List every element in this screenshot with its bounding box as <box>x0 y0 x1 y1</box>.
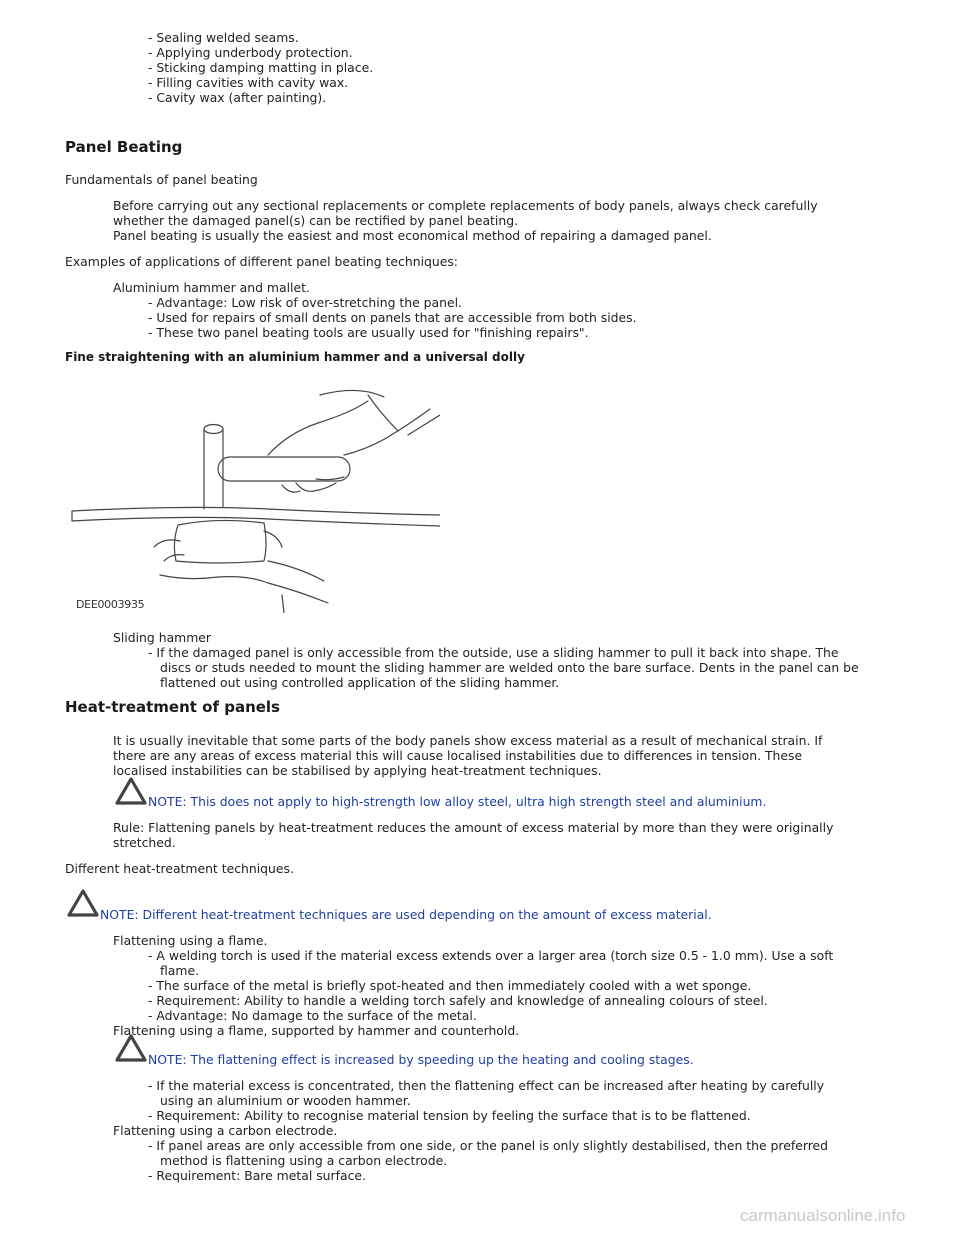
warning-triangle-icon <box>66 888 100 918</box>
list-item: - These two panel beating tools are usually used for "finishing repairs". <box>148 325 589 340</box>
warning-triangle-icon <box>114 1033 148 1063</box>
list-item-continuation: method is flattening using a carbon electrode. <box>160 1153 448 1168</box>
carbon-title: Flattening using a carbon electrode. <box>113 1123 338 1138</box>
list-item: - Requirement: Bare metal surface. <box>148 1168 366 1183</box>
paragraph-line: Before carrying out any sectional replacements or complete replacements of body panels, always check carefully <box>113 198 818 213</box>
flame-title: Flattening using a flame. <box>113 933 268 948</box>
hammer-title: Aluminium hammer and mallet. <box>113 280 310 295</box>
paragraph-line: localised instabilities can be stabilised by applying heat-treatment techniques. <box>113 763 602 778</box>
fundamentals-label: Fundamentals of panel beating <box>65 172 258 187</box>
examples-label: Examples of applications of different panel beating techniques: <box>65 254 458 269</box>
list-item: - If the damaged panel is only accessible from the outside, use a sliding hammer to pull it back into shape. The <box>148 645 839 660</box>
section-heading-heat-treatment: Heat-treatment of panels <box>65 698 280 716</box>
list-item: - Requirement: Ability to handle a welding torch safely and knowledge of annealing colours of steel. <box>148 993 768 1008</box>
watermark: carmanualsonline.info <box>740 1206 906 1225</box>
list-item: - Advantage: Low risk of over-stretching the panel. <box>148 295 462 310</box>
intro-item-2: - Applying underbody protection. <box>148 45 353 60</box>
note-text: NOTE: The flattening effect is increased by speeding up the heating and cooling stages. <box>148 1052 694 1067</box>
rule-line: Rule: Flattening panels by heat-treatment reduces the amount of excess material by more than they were originally <box>113 820 834 835</box>
list-item: - A welding torch is used if the material excess extends over a larger area (torch size 0.5 - 1.0 mm). Use a soft <box>148 948 834 963</box>
list-item: - Used for repairs of small dents on panels that are accessible from both sides. <box>148 310 637 325</box>
list-item-continuation: flattened out using controlled application of the sliding hammer. <box>160 675 560 690</box>
intro-item-5: - Cavity wax (after painting). <box>148 90 327 105</box>
figure-heading: Fine straightening with an aluminium hammer and a universal dolly <box>65 350 525 364</box>
list-item: - If panel areas are only accessible from one side, or the panel is only slightly destabilised, then the preferred <box>148 1138 829 1153</box>
list-item: - Requirement: Ability to recognise material tension by feeling the surface that is to be flattened. <box>148 1108 751 1123</box>
list-item-continuation: flame. <box>160 963 200 978</box>
list-item: - The surface of the metal is briefly spot-heated and then immediately cooled with a wet sponge. <box>148 978 752 993</box>
paragraph-line: there are any areas of excess material this will cause localised instabilities due to differences in tension. These <box>113 748 803 763</box>
intro-item-4: - Filling cavities with cavity wax. <box>148 75 349 90</box>
list-item-continuation: discs or studs needed to mount the sliding hammer are welded onto the bare surface. Dents in the panel can be <box>160 660 859 675</box>
note-text: NOTE: This does not apply to high-strength low alloy steel, ultra high strength steel and aluminium. <box>148 794 767 809</box>
rule-line: stretched. <box>113 835 176 850</box>
list-item: - If the material excess is concentrated, then the flattening effect can be increased after heating by carefully <box>148 1078 825 1093</box>
paragraph-line: It is usually inevitable that some parts of the body panels show excess material as a result of mechanical strain. If <box>113 733 823 748</box>
techniques-label: Different heat-treatment techniques. <box>65 861 294 876</box>
section-heading-panel-beating: Panel Beating <box>65 138 183 156</box>
intro-item-1: - Sealing welded seams. <box>148 30 299 45</box>
flame-hammer-title: Flattening using a flame, supported by hammer and counterhold. <box>113 1023 520 1038</box>
note-text: NOTE: Different heat-treatment techniques are used depending on the amount of excess material. <box>100 907 712 922</box>
hammer-dolly-illustration <box>68 385 440 613</box>
figure-code: DEE0003935 <box>76 598 145 611</box>
warning-triangle-icon <box>114 776 148 806</box>
list-item: - Advantage: No damage to the surface of the metal. <box>148 1008 477 1023</box>
paragraph-line: whether the damaged panel(s) can be rectified by panel beating. <box>113 213 519 228</box>
list-item-continuation: using an aluminium or wooden hammer. <box>160 1093 411 1108</box>
paragraph-line: Panel beating is usually the easiest and most economical method of repairing a damaged panel. <box>113 228 712 243</box>
intro-item-3: - Sticking damping matting in place. <box>148 60 374 75</box>
sliding-title: Sliding hammer <box>113 630 212 645</box>
